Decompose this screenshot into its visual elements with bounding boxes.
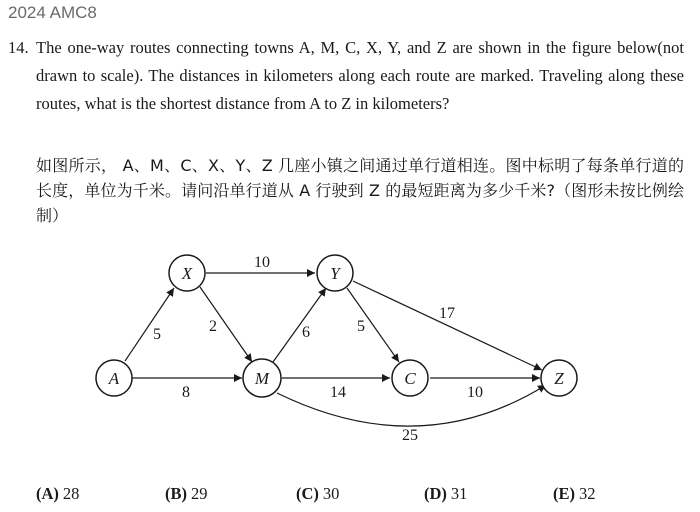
node-label-Y: Y [330,264,340,283]
choice-value: 32 [579,484,596,503]
edge-X-M [200,287,252,362]
distance-label-M-Z: 25 [402,427,418,444]
edge-M-Y [273,288,326,362]
choice-letter: (B) [165,484,187,503]
route-diagram [0,240,700,455]
edge-Y-Z [353,281,542,370]
choice-value: 30 [322,484,340,503]
choice-C[interactable] [296,484,339,504]
distance-label-A-M: 8 [182,384,190,401]
choice-value: 29 [191,484,208,503]
choice-A[interactable] [36,484,79,504]
distance-label-Y-Z: 17 [439,305,455,322]
node-label-Z: Z [554,369,564,388]
choice-letter: (C) [296,484,319,503]
distance-label-M-Y: 6 [302,324,310,341]
distance-label-X-Y: 10 [254,254,270,271]
choice-B[interactable] [165,484,208,504]
node-label-M: M [254,369,270,388]
choice-letter: (D) [424,484,447,503]
node-label-A: A [108,369,120,388]
choice-D[interactable] [424,484,467,504]
distance-label-Y-C: 5 [357,318,365,335]
problem-text-cn: 如图所示， A、M、C、X、Y、Z 几座小镇之间通过单行道相连。图中标明了每条单行道的长度，单位为千米。请问沿单行道从 A 行驶到 Z 的最短距离为多少千米?（图形未按比例绘制） [36,156,684,225]
choice-value: 28 [62,484,80,503]
node-label-C: C [404,369,416,388]
distance-label-X-M: 2 [209,318,217,335]
distance-label-A-X: 5 [153,326,161,343]
edge-A-X [125,288,174,361]
answer-choices [0,484,700,508]
distance-label-C-Z: 10 [467,384,483,401]
contest-title: 2024 AMC8 [8,3,97,22]
problem-text-en: The one-way routes connecting towns A, M, C, X, Y, and Z are shown in the figure below(not drawn to scale). The distances in kilometers along each route are marked. Traveling along these routes, what is the shortest distance from A to Z in kilometers? [36,38,684,113]
choice-letter: (E) [553,484,575,503]
choice-letter: (A) [36,484,59,503]
problem-number: 14. [8,38,29,57]
distance-label-M-C: 14 [330,384,346,401]
choice-value: 31 [450,484,468,503]
choice-E[interactable] [553,484,596,504]
node-label-X: X [181,264,193,283]
problem-statement [8,34,684,118]
